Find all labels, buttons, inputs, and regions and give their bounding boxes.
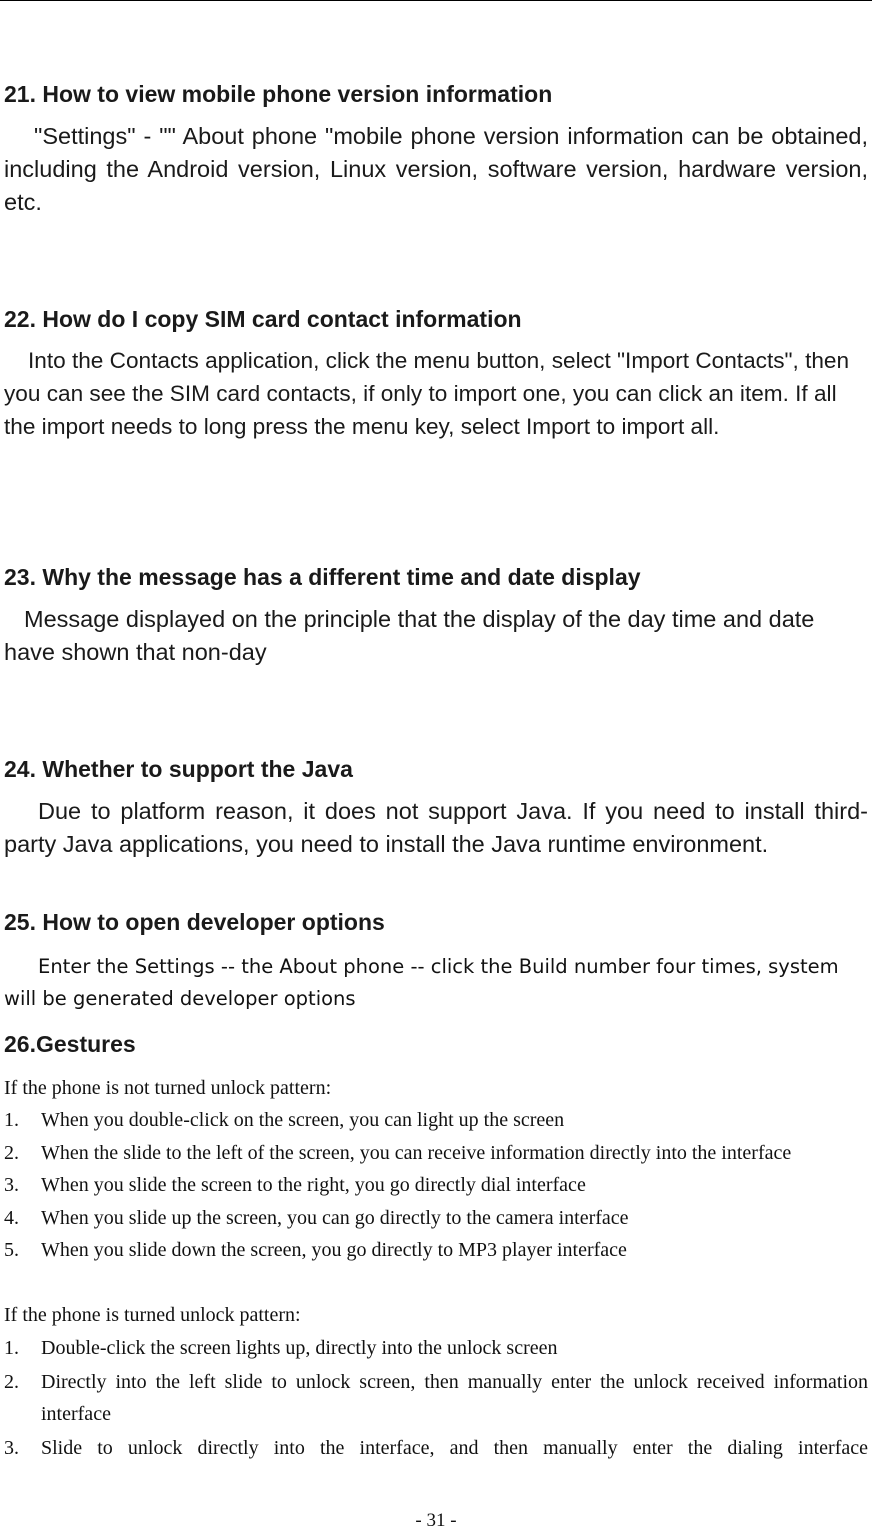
- list-item-number: 2.: [4, 1142, 19, 1164]
- list-item-number: 1.: [4, 1337, 19, 1359]
- list-item: [4, 1332, 868, 1364]
- list-item: [4, 1234, 868, 1266]
- top-rule: [0, 0, 872, 1]
- page-number: - 31 -: [415, 1510, 457, 1531]
- list-item-number: 3.: [4, 1174, 19, 1196]
- list-item: [4, 1169, 868, 1201]
- list-item-text: When the slide to the left of the screen, you can receive information directly into the interface: [41, 1142, 792, 1164]
- gestures-unlocked-intro: If the phone is turned unlock pattern:: [4, 1304, 301, 1326]
- gestures-locked-intro: If the phone is not turned unlock pattern:: [4, 1077, 332, 1099]
- list-item: [4, 1104, 868, 1136]
- list-item: [4, 1202, 868, 1234]
- section-25-heading: 25. How to open developer options: [4, 909, 385, 935]
- list-item-text: When you slide down the screen, you go directly to MP3 player interface: [41, 1239, 627, 1261]
- list-item-number: 2.: [4, 1371, 19, 1393]
- section-25-body: Enter the Settings -- the About phone -- click the Build number four times, system will be generated developer options: [4, 955, 839, 1010]
- section-21-heading: 21. How to view mobile phone version information: [4, 81, 553, 107]
- list-item-text: When you slide the screen to the right, you go directly dial interface: [41, 1174, 586, 1196]
- list-item-number: 1.: [4, 1109, 19, 1131]
- list-item-number: 3.: [4, 1437, 19, 1459]
- list-item-text: When you slide up the screen, you can go directly to the camera interface: [41, 1207, 629, 1229]
- list-item: [4, 1366, 868, 1430]
- list-item-number: 5.: [4, 1239, 19, 1261]
- section-22-body: Into the Contacts application, click the menu button, select "Import Contacts", then you can see the SIM card contacts, if only to import one, you can click an item. If all the import needs to long press the menu key, select Import to import all.: [4, 348, 850, 439]
- section-21-body: "Settings" - "" About phone "mobile phone version information can be obtained, including the Android version, Linux version, software version, hardware version, etc.: [4, 123, 868, 215]
- list-item: [4, 1432, 868, 1464]
- section-22-heading: 22. How do I copy SIM card contact information: [4, 306, 522, 332]
- section-24-body: Due to platform reason, it does not support Java. If you need to install third-party Java applications, you need to install the Java runtime environment.: [4, 798, 868, 857]
- list-item-text: When you double-click on the screen, you can light up the screen: [41, 1109, 565, 1131]
- list-item-text: Slide to unlock directly into the interface, and then manually enter the dialing interface: [41, 1437, 868, 1459]
- list-item-text: Double-click the screen lights up, directly into the unlock screen: [41, 1337, 558, 1359]
- section-24-heading: 24. Whether to support the Java: [4, 756, 353, 782]
- section-23-heading: 23. Why the message has a different time and date display: [4, 564, 641, 590]
- section-26-heading: 26.Gestures: [4, 1031, 136, 1057]
- list-item-text: Directly into the left slide to unlock screen, then manually enter the unlock received information interface: [41, 1371, 868, 1425]
- list-item-number: 4.: [4, 1207, 19, 1229]
- section-23-body: Message displayed on the principle that the display of the day time and date have shown that non-day: [4, 606, 815, 665]
- list-item: [4, 1137, 868, 1169]
